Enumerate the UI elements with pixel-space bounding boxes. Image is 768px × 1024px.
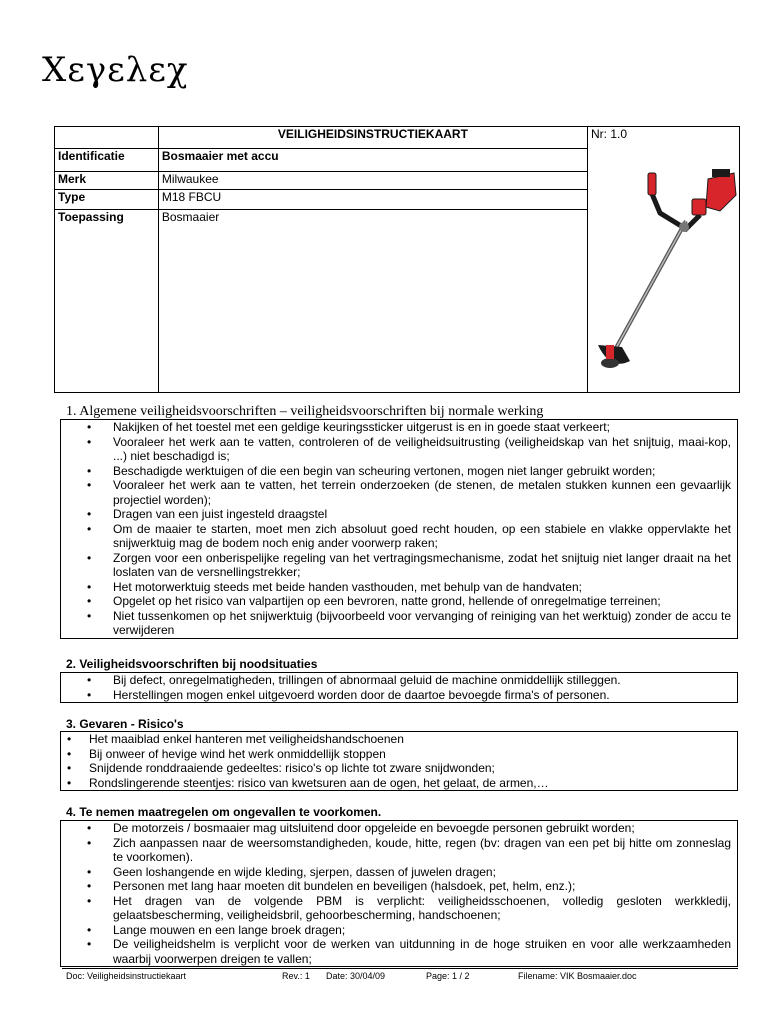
list-item [61, 937, 737, 966]
list-item [61, 673, 737, 688]
bullet-icon: • [87, 879, 92, 893]
list-item [61, 609, 737, 638]
label-merk: Merk [55, 171, 159, 189]
list-item-text: Het motorwerktuig steeds met beide handen vasthouden, met behulp van de handvaten; [113, 579, 582, 594]
label-identificatie: Identificatie [55, 149, 159, 172]
value-type: M18 FBCU [158, 189, 587, 209]
bullet-icon: • [87, 821, 92, 835]
list-item [61, 776, 737, 791]
list-item-text: Vooraleer het werk aan te vatten, het terrein onderzoeken (de stenen, de metalen stukken kunnen een gevaarlijk projectiel worden); [113, 478, 731, 507]
bullet-icon: • [87, 937, 92, 951]
section3-box [60, 731, 738, 791]
bullet-icon: • [87, 420, 92, 434]
footer-rev: Rev.: 1 [282, 971, 310, 981]
bullet-icon: • [67, 761, 72, 775]
list-item-text: Rondslingerende steentjes: risico van kwetsuren aan de ogen, het gelaat, de armen,… [89, 775, 549, 790]
list-item [61, 879, 737, 894]
bullet-icon: • [87, 673, 92, 687]
card-number: Nr: 1.0 [587, 127, 739, 149]
list-item-text: Herstellingen mogen enkel uitgevoerd worden door de daartoe bevoegde firma's of personen. [113, 687, 610, 702]
section1-box [60, 419, 738, 639]
product-image-cell [587, 149, 739, 393]
list-item [61, 580, 737, 595]
list-item [61, 522, 737, 551]
list-item-text: Beschadigde werktuigen of die een begin van scheuring vertonen, mogen niet langer gebruikt worden; [113, 463, 656, 478]
section3-title: 3. Gevaren - Risico's [66, 717, 184, 731]
bullet-icon: • [87, 550, 92, 565]
section2-list [61, 673, 737, 702]
value-merk: Milwaukee [158, 171, 587, 189]
section4-list [61, 821, 737, 966]
footer-doc: Doc: Veiligheidsinstructiekaart [66, 971, 187, 981]
list-item [61, 761, 737, 776]
value-identificatie: Bosmaaier met accu [158, 149, 587, 172]
company-logo: Χεγελεχ [42, 50, 189, 90]
list-item [61, 821, 737, 836]
list-item-text: Opgelet op het risico van valpartijen op een bevroren, natte grond, hellende of onregelmatige terreinen; [113, 594, 661, 608]
battery-body [706, 173, 736, 211]
list-item-text: Niet tussenkomen op het snijwerktuig (bijvoorbeeld voor vervanging of reiniging van het werktuig) zonder de accu te verwijderen [113, 608, 731, 637]
page-footer [62, 968, 738, 985]
bullet-icon: • [67, 746, 72, 761]
list-item-text: Zorgen voor een onberispelijke regeling van het vertragingsmechanisme, zodat het snijtuig niet langer draait na het loslaten van de versnellingstrekker; [113, 550, 731, 579]
bullet-icon: • [67, 732, 72, 746]
list-item-text: Nakijken of het toestel met een geldige keuringssticker uitgerust is en in goede staat verkeert; [113, 420, 610, 434]
list-item [61, 507, 737, 522]
bullet-icon: • [87, 463, 92, 478]
list-item-text: Snijdende ronddraaiende gedeeltes: risico's op lichte tot zware snijdwonden; [89, 761, 495, 775]
section2-box [60, 672, 738, 703]
list-item-text: Dragen van een juist ingesteld draagstel [113, 507, 328, 521]
list-item [61, 464, 737, 479]
list-item-text: De veiligheidshelm is verplicht voor de werken van uitdunning in de hoge struiken en voor alle werkzaamheden waarbij voorwerpen dreigen te vallen; [113, 937, 731, 966]
list-item-text: Bij onweer of hevige wind het werk onmiddellijk stoppen [89, 746, 386, 761]
section2-title: 2. Veiligheidsvoorschriften bij noodsituaties [66, 657, 318, 671]
section4-title: 4. Te nemen maatregelen om ongevallen te voorkomen. [66, 805, 382, 819]
list-item-text: Zich aanpassen naar de weersomstandigheden, koude, hitte, regen (bv: dragen van een pet bij hitte om zonneslag te voorkomen). [113, 835, 731, 864]
bullet-icon: • [87, 922, 92, 937]
list-item-text: Vooraleer het werk aan te vatten, controleren of de veiligheidsuitrusting (veiligheidskap van het snijtuig, maai-kop, ...) niet beschadigd is; [113, 434, 731, 463]
list-item-text: Het maaiblad enkel hanteren met veiligheidshandschoenen [89, 732, 404, 746]
list-item-text: Personen met lang haar moeten dit bundelen en beveiligen (halsdoek, pet, helm, enz.); [113, 879, 576, 893]
section1-title: 1. Algemene veiligheidsvoorschriften – veiligheidsvoorschriften bij normale werking [66, 404, 544, 419]
bullet-icon: • [87, 521, 92, 536]
bullet-icon: • [87, 579, 92, 594]
list-item-text: Geen loshangende en wijde kleding, sjerpen, dassen of juwelen dragen; [113, 864, 496, 879]
list-item [61, 836, 737, 865]
bullet-icon: • [87, 864, 92, 879]
list-item-text: De motorzeis / bosmaaier mag uitsluitend door opgeleide en bevoegde personen gebruikt worden; [113, 821, 635, 835]
section1-list [61, 420, 737, 638]
list-item [61, 420, 737, 435]
list-item-text: Lange mouwen en een lange broek dragen; [113, 922, 346, 937]
list-item [61, 865, 737, 880]
footer-filename: Filename: VIK Bosmaaier.doc [518, 971, 637, 981]
label-toepassing: Toepassing [55, 210, 159, 392]
list-item [61, 594, 737, 609]
list-item-text: Bij defect, onregelmatigheden, trillingen of abnormaal geluid de machine onmiddellijk stilleggen. [113, 673, 621, 687]
bullet-icon: • [67, 775, 72, 790]
footer-date: Date: 30/04/09 [326, 971, 386, 981]
label-type: Type [55, 189, 159, 209]
bullet-icon: • [87, 594, 92, 608]
brush-cutter-image [588, 149, 738, 389]
value-toepassing: Bosmaaier [158, 210, 587, 392]
header-empty-cell [55, 127, 159, 149]
bullet-icon: • [87, 893, 92, 908]
list-item [61, 688, 737, 703]
bullet-icon: • [87, 687, 92, 702]
list-item [61, 478, 737, 507]
header-table [54, 126, 740, 393]
section3-list [61, 732, 737, 790]
list-item-text: Om de maaier te starten, moet men zich absoluut goed recht houden, op een stabiele en vlakke oppervlakte het snijwerktuig mag de bodem noch enig ander voorwerp raken; [113, 521, 731, 550]
list-item [61, 747, 737, 762]
list-item [61, 551, 737, 580]
section4-box [60, 820, 738, 967]
bullet-icon: • [87, 507, 92, 521]
bullet-icon: • [87, 478, 92, 492]
bullet-icon: • [87, 608, 92, 623]
bullet-icon: • [87, 434, 92, 449]
list-item [61, 894, 737, 923]
list-item [61, 732, 737, 747]
page-title: VEILIGHEIDSINSTRUCTIEKAART [158, 127, 587, 149]
list-item [61, 923, 737, 938]
footer-page: Page: 1 / 2 [426, 971, 470, 981]
list-item-text: Het dragen van de volgende PBM is verplicht: veiligheidsschoenen, volledig gesloten werkkledij, gelaatsbescherming, veiligheidsbril, gehoorbescherming, handschoenen; [113, 893, 731, 922]
list-item [61, 435, 737, 464]
bullet-icon: • [87, 835, 92, 850]
